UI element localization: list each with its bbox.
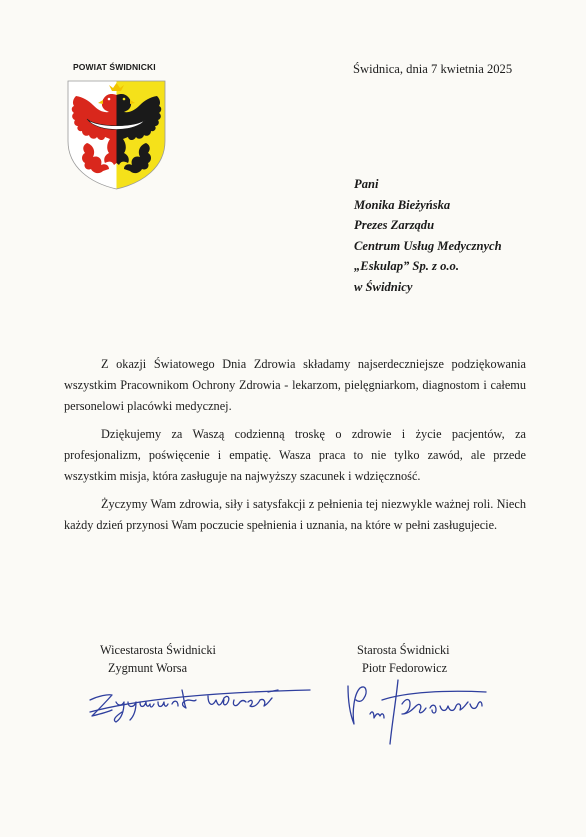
- body-paragraph: Z okazji Światowego Dnia Zdrowia składamy najserdeczniejsze podziękowania wszystkim Pracownikom Ochrony Zdrowia - lekarzom, pielęgniarkom, diagnostom i całemu personelowi placówki medycznej.: [64, 357, 526, 413]
- addressee-block: [354, 174, 502, 297]
- coat-of-arms-icon: [65, 79, 168, 191]
- handwritten-signature-left: [82, 672, 314, 730]
- signatory-left-title: Wicestarosta Świdnicki: [100, 643, 216, 657]
- letter-body: [64, 354, 526, 543]
- signatory-left-name: Zygmunt Worsa: [108, 661, 188, 675]
- addressee-position: Prezes Zarządu: [354, 218, 435, 232]
- place-and-date: Świdnica, dnia 7 kwietnia 2025: [353, 62, 513, 76]
- signatory-right-name: Piotr Fedorowicz: [362, 661, 448, 675]
- addressee-institution: Centrum Usług Medycznych: [354, 238, 502, 253]
- addressee-city: w Świdnicy: [354, 279, 413, 294]
- organization-name: POWIAT ŚWIDNICKI: [73, 62, 156, 72]
- addressee-salutation: Pani: [354, 177, 379, 191]
- handwritten-signature-right: [336, 660, 496, 755]
- body-paragraph: Życzymy Wam zdrowia, siły i satysfakcji z pełnienia tej niezwykle ważnej roli. Niech każdy dzień przynosi Wam poczucie spełnienia i uznania, na które w pełni zasługujecie.: [64, 497, 526, 532]
- addressee-name: Monika Bieżyńska: [354, 197, 451, 212]
- signatory-right-title: Starosta Świdnicki: [357, 643, 450, 657]
- body-paragraph: Dziękujemy za Waszą codzienną troskę o zdrowie i życie pacjentów, za profesjonalizm, poświęcenie i empatię. Wasza praca to nie tylko zawód, ale przede wszystkim misja, która zasługuje na najwyższy szacunek i wdzięczność.: [64, 427, 526, 483]
- addressee-company: „Eskulap” Sp. z o.o.: [354, 259, 459, 273]
